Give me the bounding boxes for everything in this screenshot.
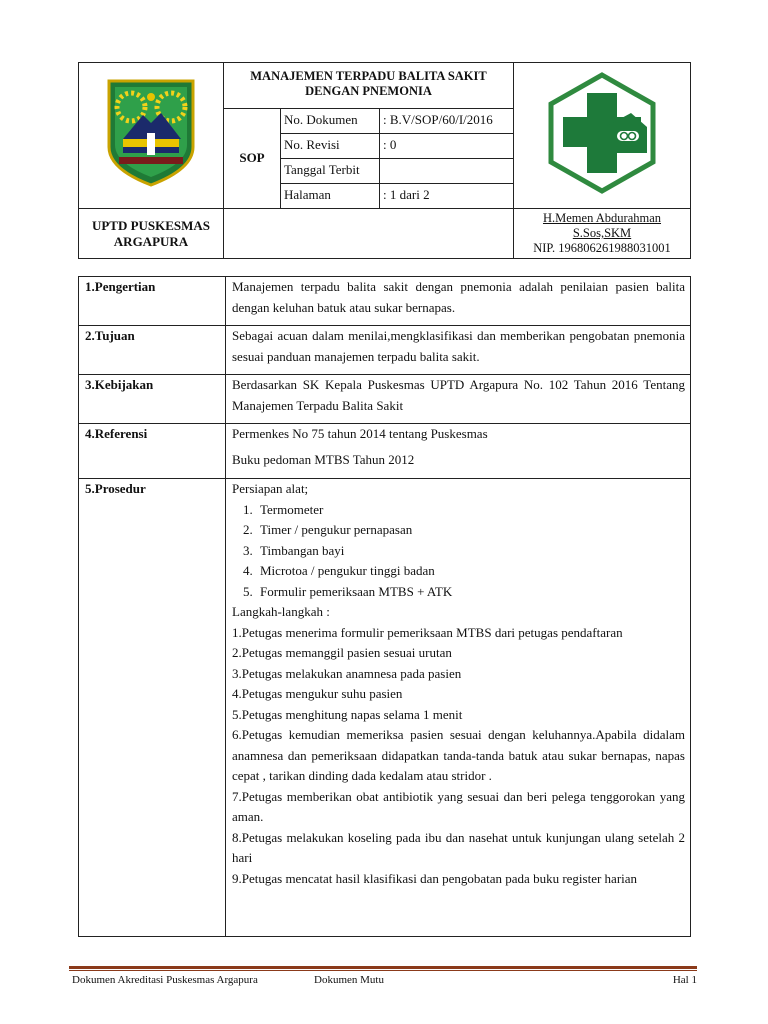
procedure-step: 5.Petugas menghitung napas selama 1 menit	[232, 706, 463, 722]
procedure-step: 6.Petugas kemudian memeriksa pasien sesuai dengan keluhannya.Apabila didalam anamnesa dan pemeriksaan didapatkan tanda-tanda batuk atau sukar bernapas, napas cepat , tarikan dinding dada kedalam atau stridor .	[232, 727, 685, 783]
section-label: 1.Pengertian	[79, 277, 226, 326]
procedure-step: 8.Petugas melakukan koseling pada ibu dan nasehat untuk kunjungan ulang setelah 2 hari	[232, 829, 685, 865]
section-label: 2.Tujuan	[79, 326, 226, 375]
tool-item: 3. Timbangan bayi	[256, 541, 685, 562]
footer-rule-thin	[69, 970, 697, 971]
footer-left: Dokumen Akreditasi Puskesmas Argapura	[72, 974, 258, 986]
signer-nip: NIP. 196806261988031001	[533, 241, 671, 255]
procedure-step: 9.Petugas mencatat hasil klasifikasi dan pengobatan pada buku register harian	[232, 870, 638, 886]
procedure-step: 7.Petugas memberikan obat antibiotik yang sesuai dan beri pelega tenggorokan yang aman.	[232, 788, 685, 824]
unit-name	[79, 209, 224, 259]
section-label: 3.Kebijakan	[79, 375, 226, 424]
title-block	[224, 63, 514, 209]
signer-title: S.Sos,SKM	[572, 226, 632, 240]
section-label: 5.Prosedur	[79, 479, 226, 937]
header-table	[78, 62, 691, 259]
unit-line-2: ARGAPURA	[113, 233, 189, 249]
unit-line-1: UPTD PUSKESMAS	[91, 217, 211, 233]
row-kebijakan	[79, 375, 691, 424]
footer-rule	[69, 966, 697, 969]
row-pengertian	[79, 277, 691, 326]
puskesmas-logo-cell	[514, 63, 691, 209]
meta-label: Halaman	[281, 183, 380, 208]
regency-logo-cell	[79, 63, 224, 209]
title-line-2: DENGAN PNEMONIA	[305, 84, 432, 98]
blank-cell	[224, 209, 514, 259]
tool-item: 2. Timer / pengukur pernapasan	[256, 520, 685, 541]
document-title	[224, 63, 513, 108]
meta-label: No. Dokumen	[281, 108, 380, 133]
procedure-step: 4.Petugas mengukur suhu pasien	[232, 686, 403, 701]
row-referensi	[79, 424, 691, 479]
reference-item: Buku pedoman MTBS Tahun 2012	[232, 451, 415, 467]
tool-item: 4. Microtoa / pengukur tinggi badan	[256, 561, 685, 582]
section-text: Manajemen terpadu balita sakit dengan pnemonia adalah penilaian pasien balita dengan keluhan batuk atau sukar bernapas.	[226, 277, 691, 326]
footer-page-number: Hal 1	[672, 974, 697, 986]
procedure-step: 2.Petugas memanggil pasien sesuai urutan	[232, 645, 452, 660]
regency-emblem-icon	[101, 77, 201, 189]
meta-value: : 1 dari 2	[380, 183, 514, 208]
section-text: Berdasarkan SK Kepala Puskesmas UPTD Argapura No. 102 Tahun 2016 Tentang Manajemen Terpadu Balita Sakit	[226, 375, 691, 424]
procedure-step: 1.Petugas menerima formulir pemeriksaan MTBS dari petugas pendaftaran	[232, 624, 623, 640]
prep-heading: Persiapan alat;	[232, 481, 309, 496]
signer-name: H.Memen Abdurahman	[542, 211, 662, 225]
section-text: Sebagai acuan dalam menilai,mengklasifikasi dan memberikan pengobatan pnemonia sesuai panduan manajemen terpadu balita sakit.	[226, 326, 691, 375]
sop-content-table	[78, 276, 691, 937]
tool-item: 5. Formulir pemeriksaan MTBS + ATK	[256, 582, 685, 603]
meta-value: : B.V/SOP/60/I/2016	[380, 108, 514, 133]
signature-block	[514, 209, 691, 259]
meta-label: No. Revisi	[281, 133, 380, 158]
puskesmas-logo-icon	[543, 69, 661, 197]
reference-item: Permenkes No 75 tahun 2014 tentang Puskesmas	[232, 426, 488, 441]
sop-label: SOP	[224, 108, 281, 208]
steps-heading: Langkah-langkah :	[232, 604, 330, 619]
procedure-step: 3.Petugas melakukan anamnesa pada pasien	[232, 665, 462, 681]
meta-value	[380, 158, 514, 183]
row-tujuan	[79, 326, 691, 375]
title-line-1: MANAJEMEN TERPADU BALITA SAKIT	[250, 69, 487, 83]
section-text	[226, 424, 691, 479]
procedure-text	[226, 479, 691, 937]
meta-label: Tanggal Terbit	[281, 158, 380, 183]
meta-value: : 0	[380, 133, 514, 158]
tool-item: 1. Termometer	[256, 500, 685, 521]
footer-middle: Dokumen Mutu	[314, 974, 384, 986]
section-label: 4.Referensi	[79, 424, 226, 479]
page-footer	[72, 974, 697, 986]
row-prosedur	[79, 479, 691, 937]
tool-list	[232, 500, 685, 603]
